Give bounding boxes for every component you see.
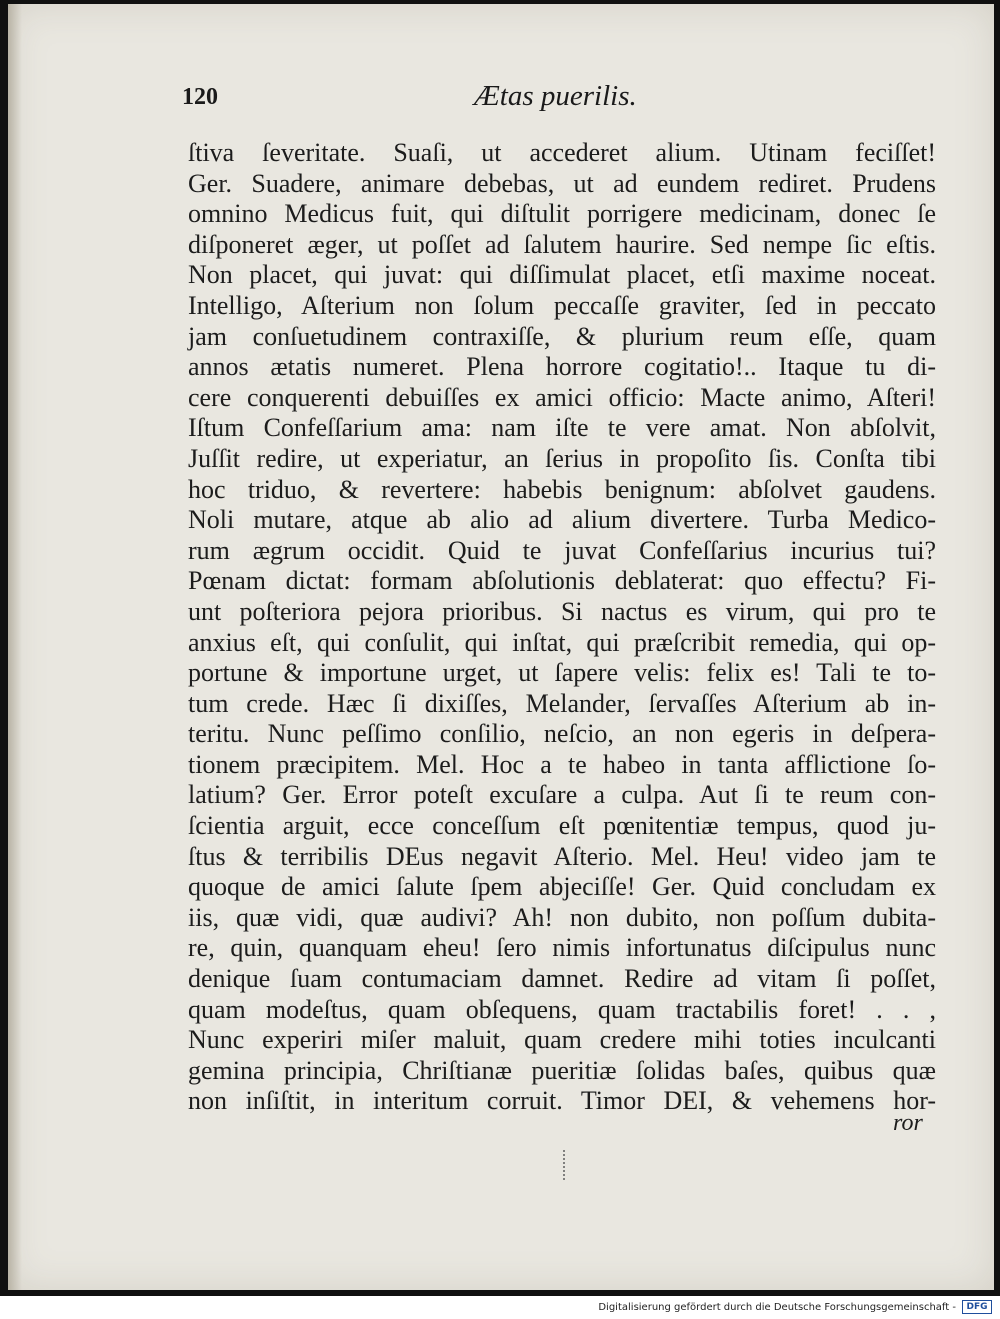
dfg-logo: DFG	[962, 1300, 992, 1314]
text-line: iis, quæ vidi, quæ audivi? Ah! non dubito, non poſſum dubita-	[188, 902, 936, 932]
text-line: quam modeſtus, quam obſequens, quam tractabilis foret! . . ,	[188, 994, 936, 1024]
text-line: gemina principia, Chriſtianæ pueritiæ ſolidas baſes, quibus quæ	[188, 1055, 936, 1085]
text-line: re, quin, quanquam eheu! ſero nimis infortunatus diſcipulus nunc	[188, 933, 936, 963]
text-line: Ger. Suadere, animare debebas, ut ad eundem rediret. Prudens	[188, 168, 936, 198]
text-line: quoque de amici ſalute ſpem abjeciſſe! Ger. Quid concludam ex	[188, 872, 936, 902]
text-line: tum crede. Hæc ſi dixiſſes, Melander, ſervaſſes Aſterium ab in-	[188, 688, 936, 718]
text-line: ſtus & terribilis DEus negavit Aſterio. Mel. Heu! video jam te	[188, 841, 936, 871]
page-number: 120	[182, 84, 218, 110]
page-header	[182, 80, 942, 120]
text-line: teritu. Nunc peſſimo conſilio, neſcio, an non egeris in deſpera-	[188, 719, 936, 749]
text-line: Noli mutare, atque ab alio ad alium divertere. Turba Medico-	[188, 505, 936, 535]
body-text	[188, 138, 936, 1117]
text-line: unt poſteriora pejora prioribus. Si nactus es virum, qui pro te	[188, 596, 936, 626]
text-line: rum ægrum occidit. Quid te juvat Confeſſarius incurius tui?	[188, 535, 936, 565]
text-line: ſcientia arguit, ecce conceſſum eſt pœnitentiæ tempus, quod ju-	[188, 811, 936, 841]
catchword: ror	[893, 1110, 923, 1136]
text-line: Pœnam dictat: formam abſolutionis deblaterat: quo effectu? Fi-	[188, 566, 936, 596]
text-line: jam conſuetudinem contraxiſſe, & plurium reum eſſe, quam	[188, 321, 936, 351]
text-line: anxius eſt, qui conſulit, qui inſtat, qui præſcribit remedia, qui op-	[188, 627, 936, 657]
text-line: Iſtum Confeſſarium ama: nam iſte te vere amat. Non abſolvit,	[188, 413, 936, 443]
text-line: cere conquerenti debuiſſes ex amici officio: Macte animo, Aſteri!	[188, 382, 936, 412]
text-line: Nunc experiri miſer maluit, quam credere mihi toties inculcanti	[188, 1025, 936, 1055]
text-line: denique ſuam contumaciam damnet. Redire ad vitam ſi poſſet,	[188, 964, 936, 994]
text-line: ſtiva ſeveritate. Suaſi, ut accederet alium. Utinam feciſſet!	[188, 138, 936, 167]
funding-note: Digitalisierung gefördert durch die Deutsche Forschungsgemeinschaft -	[598, 1302, 956, 1313]
text-line: annos ætatis numeret. Plena horrore cogitatio!.. Itaque tu di-	[188, 352, 936, 382]
text-line: Non placet, qui juvat: qui diſſimulat placet, etſi maxime noceat.	[188, 260, 936, 290]
text-line: diſponeret æger, ut poſſet ad ſalutem haurire. Sed nempe ſic eſtis.	[188, 229, 936, 259]
text-line: portune & importune urget, ut ſapere velis: felix es! Tali te to-	[188, 658, 936, 688]
text-line: Intelligo, Aſterium non ſolum peccaſſe graviter, ſed in peccato	[188, 290, 936, 320]
text-line: Juſſit redire, ut experiatur, an ſerius in propoſito ſis. Conſta tibi	[188, 443, 936, 473]
text-line: latium? Ger. Error poteſt excuſare a culpa. Aut ſi te reum con-	[188, 780, 936, 810]
running-head: Ætas puerilis.	[474, 80, 637, 112]
footer-bar	[0, 1296, 1000, 1319]
page-gutter-shadow	[8, 4, 22, 1290]
text-line: hoc triduo, & revertere: habebis benignum: abſolvet gaudens.	[188, 474, 936, 504]
text-line: omnino Medicus fuit, qui diſtulit porrigere medicinam, donec ſe	[188, 199, 936, 229]
text-line: non inſiſtit, in interitum corruit. Timor DEI, & vehemens hor-	[188, 1086, 936, 1116]
text-line: tionem præcipitem. Mel. Hoc a te habeo in tanta afflictione ſo-	[188, 749, 936, 779]
page-blemish-mark	[563, 1150, 571, 1180]
